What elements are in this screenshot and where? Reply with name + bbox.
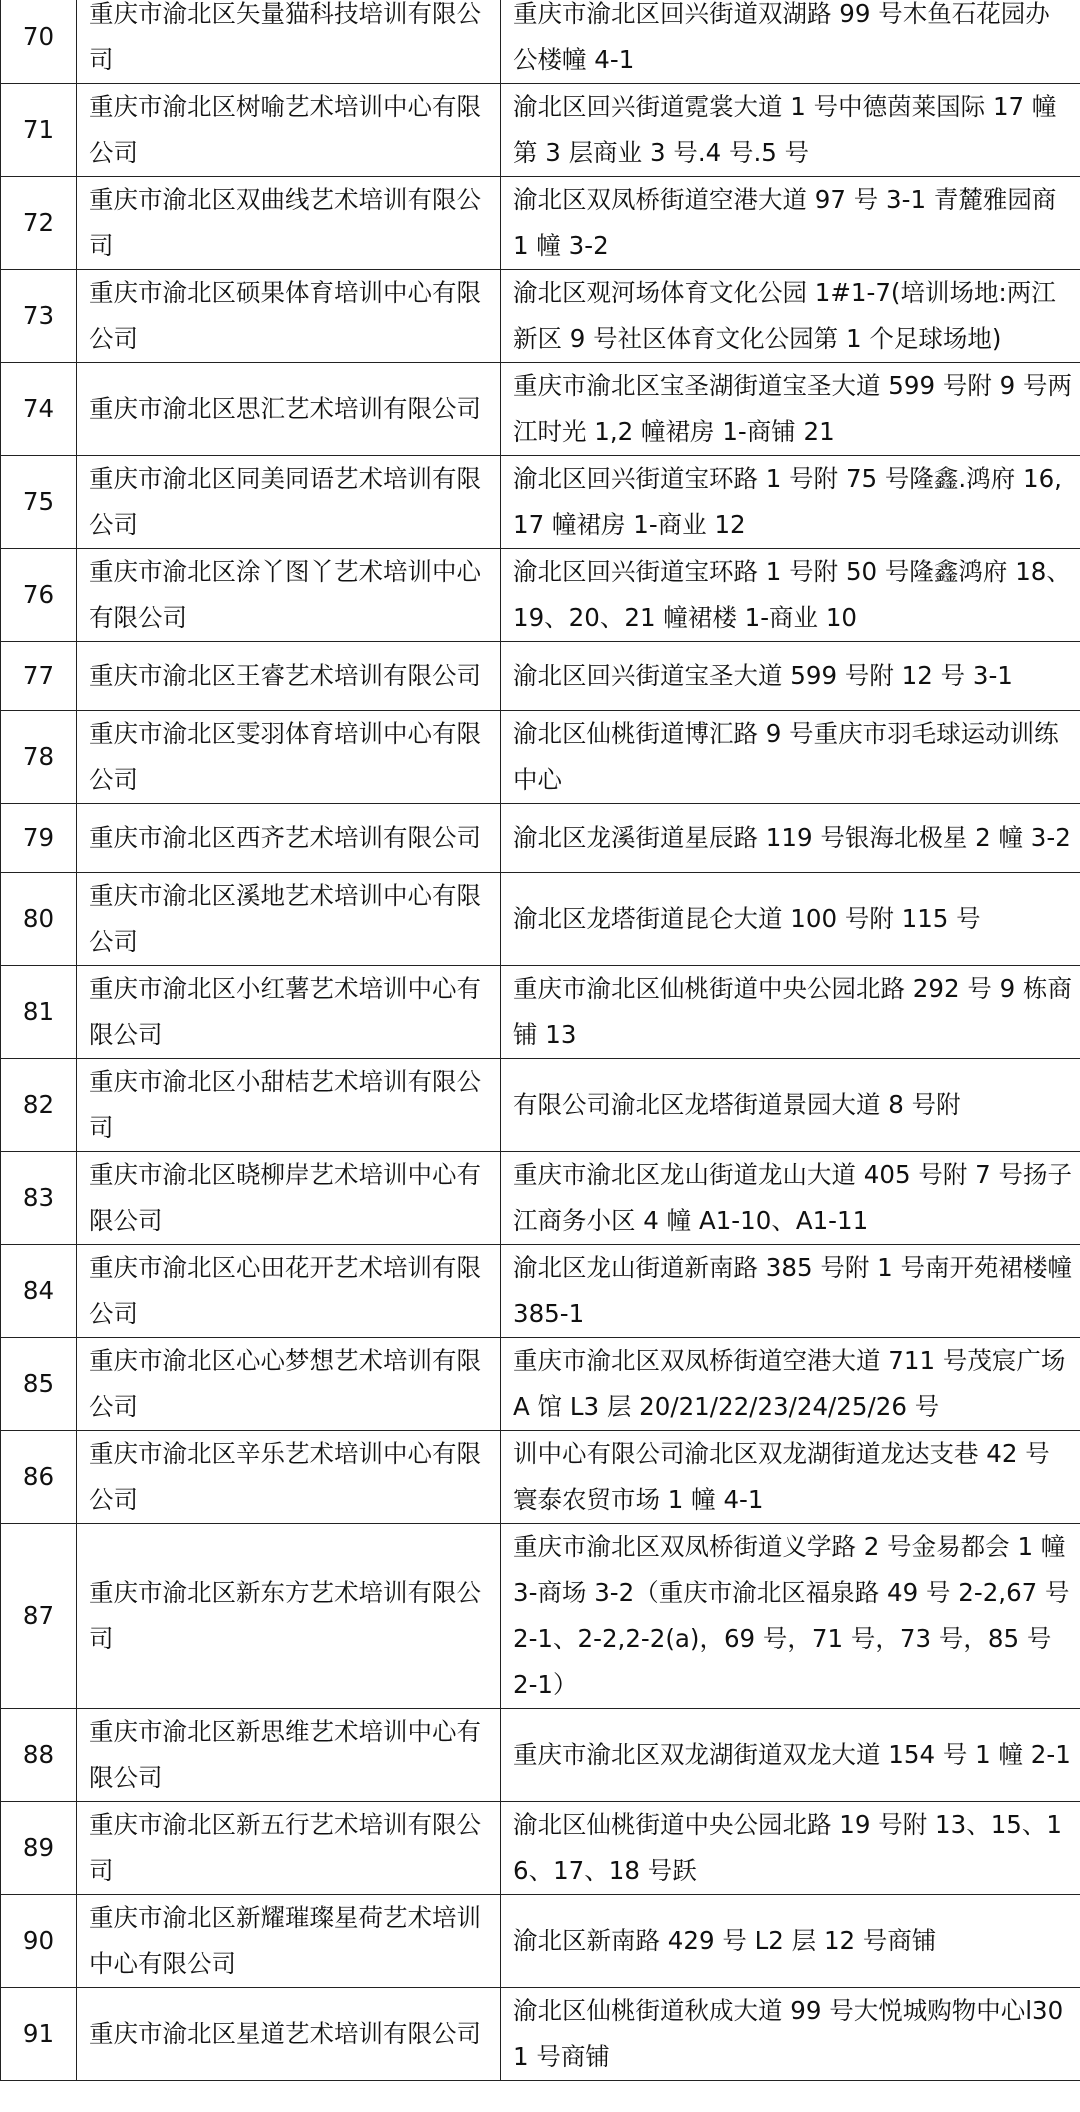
- table-row: [1, 84, 1080, 177]
- address-cell: [501, 642, 1080, 711]
- address-cell: [501, 270, 1080, 363]
- row-number: 71: [22, 115, 55, 144]
- address-cell: [501, 1802, 1080, 1895]
- row-number: 87: [22, 1601, 55, 1630]
- table-row: [1, 1059, 1080, 1152]
- company-name: 重庆市渝北区心田花开艺术培训有限公司: [89, 1253, 481, 1328]
- row-number-cell: [1, 1709, 77, 1802]
- row-number-cell: [1, 1524, 77, 1709]
- company-name: 重庆市渝北区新耀璀璨星荷艺术培训中心有限公司: [89, 1903, 481, 1978]
- row-number-cell: [1, 1431, 77, 1524]
- company-address: 渝北区仙桃街道博汇路 9 号重庆市羽毛球运动训练中心: [513, 719, 1059, 794]
- row-number: 76: [22, 580, 55, 609]
- table-row: [1, 0, 1080, 84]
- table-row: [1, 804, 1080, 873]
- company-name: 重庆市渝北区溪地艺术培训中心有限公司: [89, 881, 481, 956]
- company-name-cell: [77, 966, 501, 1059]
- company-name-cell: [77, 1988, 501, 2081]
- company-name-cell: [77, 84, 501, 177]
- table-row: [1, 1524, 1080, 1709]
- company-name-cell: [77, 177, 501, 270]
- row-number: 81: [22, 997, 55, 1026]
- company-name: 重庆市渝北区王睿艺术培训有限公司: [89, 661, 481, 690]
- row-number-cell: [1, 1059, 77, 1152]
- company-name: 重庆市渝北区雯羽体育培训中心有限公司: [89, 719, 481, 794]
- company-name: 重庆市渝北区思汇艺术培训有限公司: [89, 394, 481, 423]
- address-cell: [501, 1895, 1080, 1988]
- row-number-cell: [1, 711, 77, 804]
- company-address: 重庆市渝北区回兴街道双湖路 99 号木鱼石花园办公楼幢 4-1: [513, 0, 1050, 74]
- row-number: 73: [22, 301, 55, 330]
- company-name: 重庆市渝北区新东方艺术培训有限公司: [89, 1578, 481, 1653]
- row-number: 83: [22, 1183, 55, 1212]
- row-number: 75: [22, 487, 55, 516]
- row-number-cell: [1, 1152, 77, 1245]
- company-name-cell: [77, 270, 501, 363]
- company-address: 有限公司渝北区龙塔街道景园大道 8 号附: [513, 1090, 961, 1119]
- company-address: 渝北区双凤桥街道空港大道 97 号 3-1 青麓雅园商 1 幢 3-2: [513, 185, 1057, 260]
- company-name: 重庆市渝北区新思维艺术培训中心有限公司: [89, 1717, 481, 1792]
- company-name-cell: [77, 549, 501, 642]
- company-address: 重庆市渝北区双凤桥街道空港大道 711 号茂宸广场 A 馆 L3 层 20/21/22/23/24/25/26 号: [513, 1346, 1066, 1421]
- company-address: 渝北区回兴街道宝圣大道 599 号附 12 号 3-1: [513, 661, 1013, 690]
- company-name-cell: [77, 1245, 501, 1338]
- row-number: 88: [22, 1740, 55, 1769]
- row-number: 85: [22, 1369, 55, 1398]
- address-cell: [501, 1524, 1080, 1709]
- table-row: [1, 1988, 1080, 2081]
- address-cell: [501, 1245, 1080, 1338]
- company-name-cell: [77, 642, 501, 711]
- company-address: 重庆市渝北区龙山街道龙山大道 405 号附 7 号扬子江商务小区 4 幢 A1-10、A1-11: [513, 1160, 1072, 1235]
- company-name-cell: [77, 1802, 501, 1895]
- company-address: 渝北区回兴街道宝环路 1 号附 75 号隆鑫.鸿府 16,17 幢裙房 1-商业 12: [513, 464, 1062, 539]
- company-address: 渝北区龙山街道新南路 385 号附 1 号南开苑裙楼幢 385-1: [513, 1253, 1072, 1328]
- address-cell: [501, 84, 1080, 177]
- company-address: 渝北区观河场体育文化公园 1#1-7(培训场地:两江新区 9 号社区体育文化公园第 1 个足球场地): [513, 278, 1056, 353]
- table-row: [1, 549, 1080, 642]
- row-number: 89: [22, 1833, 55, 1862]
- company-name-cell: [77, 804, 501, 873]
- row-number: 86: [22, 1462, 55, 1491]
- row-number-cell: [1, 549, 77, 642]
- row-number: 91: [22, 2019, 55, 2048]
- table-row: [1, 1895, 1080, 1988]
- company-name: 重庆市渝北区涂丫图丫艺术培训中心有限公司: [89, 557, 481, 632]
- address-cell: [501, 1988, 1080, 2081]
- table-row: [1, 363, 1080, 456]
- company-name: 重庆市渝北区硕果体育培训中心有限公司: [89, 278, 481, 353]
- table-row: [1, 270, 1080, 363]
- company-name: 重庆市渝北区西齐艺术培训有限公司: [89, 823, 481, 852]
- row-number-cell: [1, 456, 77, 549]
- table-row: [1, 1709, 1080, 1802]
- company-name-cell: [77, 873, 501, 966]
- company-name: 重庆市渝北区辛乐艺术培训中心有限公司: [89, 1439, 481, 1514]
- table-row: [1, 1152, 1080, 1245]
- table-row: [1, 177, 1080, 270]
- table-row: [1, 1802, 1080, 1895]
- company-name-cell: [77, 1895, 501, 1988]
- company-address: 重庆市渝北区双龙湖街道双龙大道 154 号 1 幢 2-1: [513, 1740, 1071, 1769]
- address-cell: [501, 0, 1080, 84]
- row-number: 72: [22, 208, 55, 237]
- company-address: 渝北区仙桃街道中央公园北路 19 号附 13、15、16、17、18 号跃: [513, 1810, 1062, 1885]
- company-name-cell: [77, 1338, 501, 1431]
- address-cell: [501, 1152, 1080, 1245]
- company-name-cell: [77, 1059, 501, 1152]
- company-name: 重庆市渝北区心心梦想艺术培训有限公司: [89, 1346, 481, 1421]
- row-number-cell: [1, 1988, 77, 2081]
- table-row: [1, 711, 1080, 804]
- row-number-cell: [1, 966, 77, 1059]
- address-cell: [501, 177, 1080, 270]
- row-number-cell: [1, 642, 77, 711]
- address-cell: [501, 456, 1080, 549]
- company-address: 渝北区新南路 429 号 L2 层 12 号商铺: [513, 1926, 937, 1955]
- table-row: [1, 1431, 1080, 1524]
- company-name-cell: [77, 711, 501, 804]
- table-row: [1, 642, 1080, 711]
- table-row: [1, 456, 1080, 549]
- row-number-cell: [1, 804, 77, 873]
- company-name: 重庆市渝北区星道艺术培训有限公司: [89, 2019, 481, 2048]
- company-name: 重庆市渝北区晓柳岸艺术培训中心有限公司: [89, 1160, 481, 1235]
- address-cell: [501, 966, 1080, 1059]
- row-number: 84: [22, 1276, 55, 1305]
- row-number: 78: [22, 742, 55, 771]
- row-number: 70: [22, 22, 55, 51]
- row-number-cell: [1, 363, 77, 456]
- company-address: 渝北区回兴街道宝环路 1 号附 50 号隆鑫鸿府 18、19、20、21 幢裙楼 1-商业 10: [513, 557, 1071, 632]
- row-number: 90: [22, 1926, 55, 1955]
- row-number: 80: [22, 904, 55, 933]
- company-name-cell: [77, 456, 501, 549]
- row-number-cell: [1, 873, 77, 966]
- row-number: 77: [22, 661, 55, 690]
- address-cell: [501, 804, 1080, 873]
- company-address: 训中心有限公司渝北区双龙湖街道龙达支巷 42 号寰泰农贸市场 1 幢 4-1: [513, 1439, 1050, 1514]
- company-name-cell: [77, 0, 501, 84]
- address-cell: [501, 1059, 1080, 1152]
- address-cell: [501, 873, 1080, 966]
- company-name: 重庆市渝北区小甜桔艺术培训有限公司: [89, 1067, 481, 1142]
- row-number-cell: [1, 1338, 77, 1431]
- company-name-cell: [77, 1524, 501, 1709]
- company-name-cell: [77, 363, 501, 456]
- address-cell: [501, 549, 1080, 642]
- row-number-cell: [1, 1245, 77, 1338]
- company-address: 渝北区回兴街道霓裳大道 1 号中德茵莱国际 17 幢第 3 层商业 3 号.4 号.5 号: [513, 92, 1057, 167]
- row-number-cell: [1, 177, 77, 270]
- address-cell: [501, 1338, 1080, 1431]
- row-number-cell: [1, 84, 77, 177]
- address-cell: [501, 363, 1080, 456]
- address-cell: [501, 1431, 1080, 1524]
- row-number-cell: [1, 270, 77, 363]
- row-number-cell: [1, 1895, 77, 1988]
- company-name: 重庆市渝北区新五行艺术培训有限公司: [89, 1810, 481, 1885]
- address-cell: [501, 711, 1080, 804]
- table-row: [1, 966, 1080, 1059]
- row-number: 82: [22, 1090, 55, 1119]
- row-number: 74: [22, 394, 55, 423]
- company-name-cell: [77, 1709, 501, 1802]
- company-name: 重庆市渝北区双曲线艺术培训有限公司: [89, 185, 481, 260]
- company-address: 渝北区仙桃街道秋成大道 99 号大悦城购物中心l301 号商铺: [513, 1996, 1064, 2071]
- company-name: 重庆市渝北区小红薯艺术培训中心有限公司: [89, 974, 481, 1049]
- table-row: [1, 1338, 1080, 1431]
- company-address: 渝北区龙溪街道星辰路 119 号银海北极星 2 幢 3-2: [513, 823, 1071, 852]
- row-number-cell: [1, 1802, 77, 1895]
- row-number-cell: [1, 0, 77, 84]
- company-address: 重庆市渝北区宝圣湖街道宝圣大道 599 号附 9 号两江时光 1,2 幢裙房 1-商铺 21: [513, 371, 1072, 446]
- company-address: 重庆市渝北区仙桃街道中央公园北路 292 号 9 栋商铺 13: [513, 974, 1072, 1049]
- company-name-cell: [77, 1431, 501, 1524]
- table-body: [1, 0, 1080, 2081]
- company-address: 渝北区龙塔街道昆仑大道 100 号附 115 号: [513, 904, 981, 933]
- company-address: 重庆市渝北区双凤桥街道义学路 2 号金易都会 1 幢 3-商场 3-2（重庆市渝北区福泉路 49 号 2-2,67 号 2-1、2-2,2-2(a)，69 号，71 号，73 号，85 号 2-1）: [513, 1532, 1070, 1699]
- company-name-cell: [77, 1152, 501, 1245]
- company-name: 重庆市渝北区同美同语艺术培训有限公司: [89, 464, 481, 539]
- company-name: 重庆市渝北区树喻艺术培训中心有限公司: [89, 92, 481, 167]
- table-row: [1, 873, 1080, 966]
- table-row: [1, 1245, 1080, 1338]
- row-number: 79: [22, 823, 55, 852]
- company-name: 重庆市渝北区矢量猫科技培训有限公司: [89, 0, 481, 74]
- address-cell: [501, 1709, 1080, 1802]
